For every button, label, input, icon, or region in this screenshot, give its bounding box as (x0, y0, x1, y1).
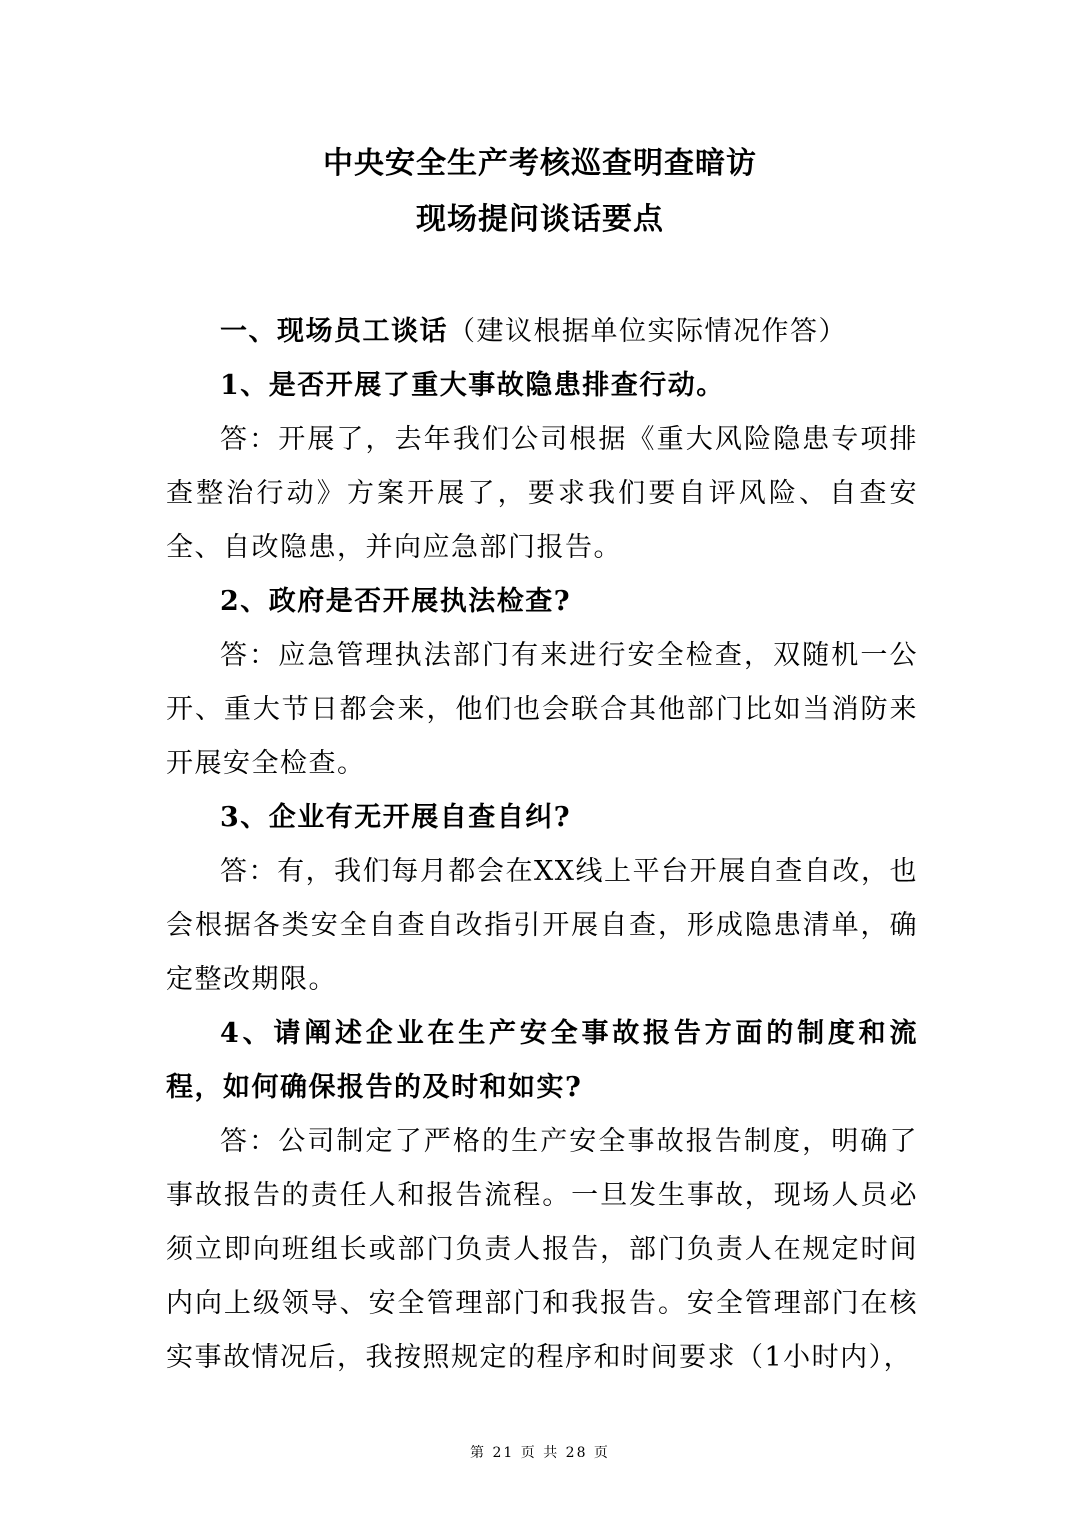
answer-3: 答：有，我们每月都会在XX线上平台开展自查自改，也会根据各类安全自查自改指引开展自查，形成隐患清单，确定整改期限。 (166, 856, 918, 995)
question-3: 3、企业有无开展自查自纠? (220, 802, 572, 833)
question-1: 1、是否开展了重大事故隐患排查行动。 (220, 370, 725, 401)
section-heading (166, 305, 918, 359)
document-title-line1: 中央安全生产考核巡查明查暗访 (323, 146, 757, 181)
document-body (166, 305, 918, 1385)
answer-2: 答：应急管理执法部门有来进行安全检查，双随机一公开、重大节日都会来，他们也会联合其他部门比如当消防来开展安全检查。 (166, 640, 918, 779)
section-heading-note: （建议根据单位实际情况作答） (448, 316, 847, 347)
section-heading-lead: 一、现场员工谈话 (220, 316, 448, 347)
answer-1: 答：开展了，去年我们公司根据《重大风险隐患专项排查整治行动》方案开展了，要求我们要自评风险、自查安全、自改隐患，并向应急部门报告。 (166, 424, 918, 563)
document-title-line2: 现场提问谈话要点 (416, 202, 664, 237)
page-number-footer: 第 21 页 共 28 页 (470, 1445, 610, 1461)
question-4: 4、请阐述企业在生产安全事故报告方面的制度和流程，如何确保报告的及时和如实? (166, 1018, 918, 1103)
answer-4: 答：公司制定了严格的生产安全事故报告制度，明确了事故报告的责任人和报告流程。一旦发生事故，现场人员必须立即向班组长或部门负责人报告，部门负责人在规定时间内向上级领导、安全管理部门和我报告。安全管理部门在核实事故情况后，我按照规定的程序和时间要求（1小时内）， (166, 1126, 918, 1373)
question-2: 2、政府是否开展执法检查? (220, 586, 572, 617)
